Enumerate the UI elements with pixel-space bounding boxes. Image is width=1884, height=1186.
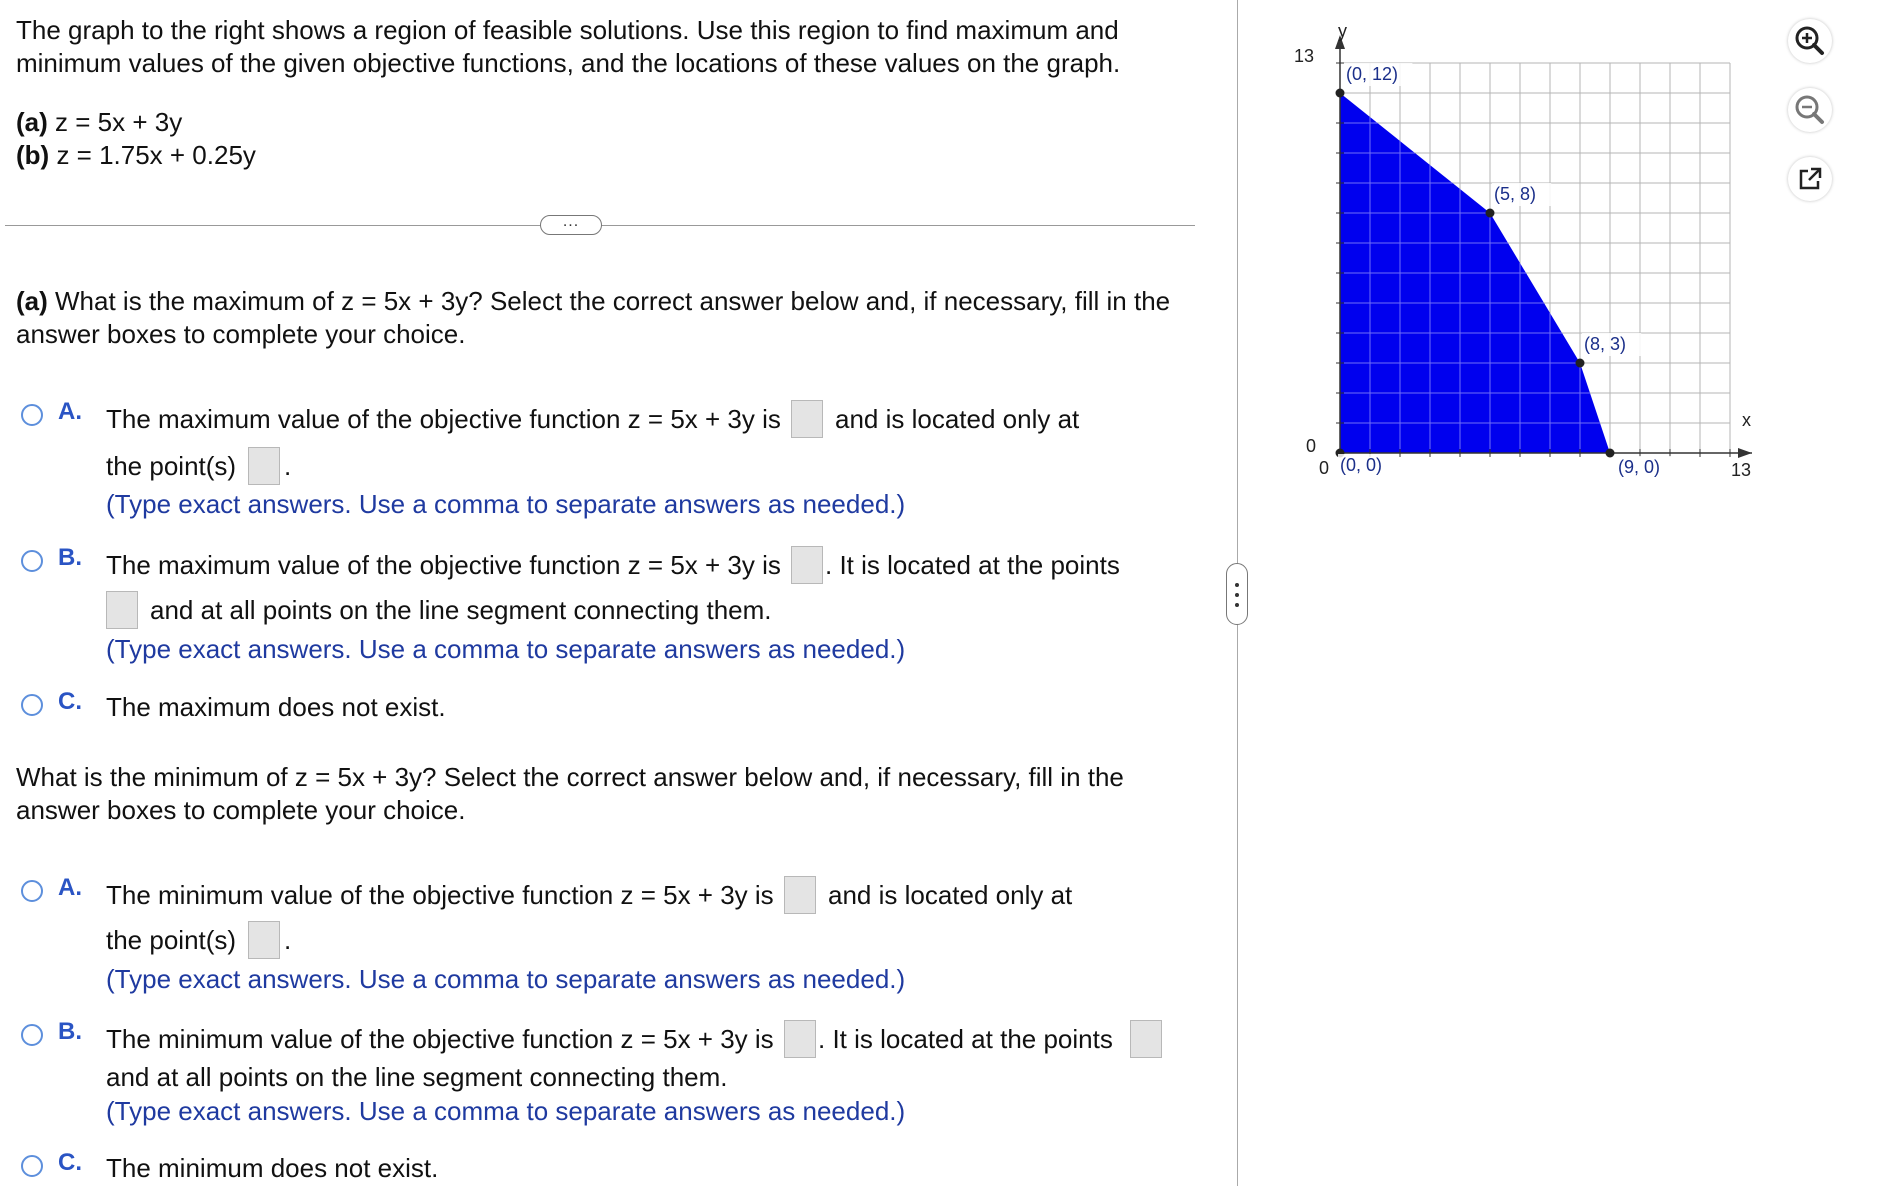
min-option-c-radio[interactable] (21, 1155, 43, 1177)
vertex-label: (9, 0) (1618, 457, 1661, 477)
x-max-label: 13 (1731, 460, 1752, 480)
max-option-b-letter: B. (58, 544, 82, 571)
zoom-out-button[interactable] (1788, 88, 1832, 132)
vertex-point (1606, 449, 1615, 458)
max-option-c-radio[interactable] (21, 694, 43, 716)
vertex-label: (0, 12) (1346, 64, 1399, 84)
function-b-label: (b) (16, 140, 50, 170)
vertex-label: (5, 8) (1494, 184, 1537, 204)
zoom-out-icon (1788, 88, 1832, 132)
min-option-a-radio[interactable] (21, 880, 43, 902)
min-option-b-letter: B. (58, 1018, 82, 1045)
y-max-label: 13 (1294, 46, 1315, 66)
min-a-points-input[interactable] (248, 921, 280, 959)
intro-line-1: The graph to the right shows a region of feasible solutions. Use this region to find maximum and (16, 15, 1119, 45)
min-option-b-text-3: and at all points on the line segment connecting them. (106, 1062, 728, 1092)
max-question-line-2: answer boxes to complete your choice. (16, 319, 466, 349)
min-option-b-radio[interactable] (21, 1024, 43, 1046)
popout-button[interactable] (1788, 157, 1832, 201)
max-question-line-1 (16, 284, 1170, 318)
max-option-b-text-2: . It is located at the points (825, 550, 1120, 580)
zoom-in-icon (1788, 19, 1832, 63)
function-b (16, 138, 256, 172)
max-option-a-hint: (Type exact answers. Use a comma to separate answers as needed.) (106, 489, 906, 519)
min-b-points-input[interactable] (1130, 1020, 1162, 1058)
min-option-a-text-1: The minimum value of the objective function z = 5x + 3y is (106, 880, 774, 910)
vertex-point (1576, 359, 1585, 368)
max-option-a-text-3: the point(s) (106, 451, 237, 481)
x-origin-label: 0 (1319, 458, 1330, 478)
min-option-a-period: . (284, 925, 292, 955)
min-question-line-1: What is the minimum of z = 5x + 3y? Select the correct answer below and, if necessary, fill in the (16, 762, 1124, 792)
max-option-b-hint: (Type exact answers. Use a comma to separate answers as needed.) (106, 634, 906, 664)
function-a-label: (a) (16, 107, 48, 137)
panel-resize-handle[interactable] (1226, 563, 1248, 625)
vertex-label: (0, 0) (1340, 455, 1383, 475)
min-option-a-text-3: the point(s) (106, 925, 237, 955)
expand-more-button[interactable]: ... (540, 215, 602, 235)
x-axis-label: x (1742, 410, 1751, 430)
max-option-c-letter: C. (58, 688, 82, 715)
max-option-a-text-1: The maximum value of the objective function z = 5x + 3y is (106, 404, 781, 434)
max-a-value-input[interactable] (791, 400, 823, 438)
min-question-line-2: answer boxes to complete your choice. (16, 795, 466, 825)
intro-line-2: minimum values of the given objective functions, and the locations of these values on the graph. (16, 48, 1121, 78)
max-option-b-radio[interactable] (21, 550, 43, 572)
min-option-b-hint: (Type exact answers. Use a comma to separate answers as needed.) (106, 1096, 906, 1126)
min-option-c-text: The minimum does not exist. (106, 1153, 439, 1183)
min-a-value-input[interactable] (784, 876, 816, 914)
min-option-b-text-1: The minimum value of the objective function z = 5x + 3y is (106, 1024, 774, 1054)
min-option-a-hint: (Type exact answers. Use a comma to separate answers as needed.) (106, 964, 906, 994)
max-option-b-text-1: The maximum value of the objective function z = 5x + 3y is (106, 550, 781, 580)
min-b-value-input[interactable] (784, 1020, 816, 1058)
max-b-points-input[interactable] (106, 591, 138, 629)
min-option-a-letter: A. (58, 874, 82, 901)
max-option-a-radio[interactable] (21, 404, 43, 426)
vertex-point (1336, 89, 1345, 98)
function-a (16, 105, 182, 139)
function-a-text: z = 5x + 3y (55, 107, 183, 137)
min-option-c-letter: C. (58, 1149, 82, 1176)
vertex-point (1486, 209, 1495, 218)
max-option-c-text: The maximum does not exist. (106, 692, 446, 722)
zoom-in-button[interactable] (1788, 19, 1832, 63)
min-option-b-text-2: . It is located at the points (818, 1024, 1113, 1054)
max-question-label: (a) (16, 286, 48, 316)
max-b-value-input[interactable] (791, 546, 823, 584)
max-option-a-letter: A. (58, 398, 82, 425)
max-a-points-input[interactable] (248, 447, 280, 485)
x-axis-arrow (1738, 448, 1752, 458)
min-option-a-text-2: and is located only at (828, 880, 1073, 910)
origin-label: 0 (1306, 436, 1317, 456)
vertex-label: (8, 3) (1584, 334, 1627, 354)
max-option-a-text-2: and is located only at (835, 404, 1080, 434)
max-option-b-text-3: and at all points on the line segment connecting them. (150, 595, 772, 625)
feasible-region-graph (1290, 15, 1750, 495)
function-b-text: z = 1.75x + 0.25y (56, 140, 256, 170)
max-question-text: What is the maximum of z = 5x + 3y? Select the correct answer below and, if necessary, fill in the (55, 286, 1171, 316)
max-option-a-period: . (284, 451, 292, 481)
y-axis-label: y (1338, 21, 1347, 41)
popout-icon (1788, 157, 1832, 201)
